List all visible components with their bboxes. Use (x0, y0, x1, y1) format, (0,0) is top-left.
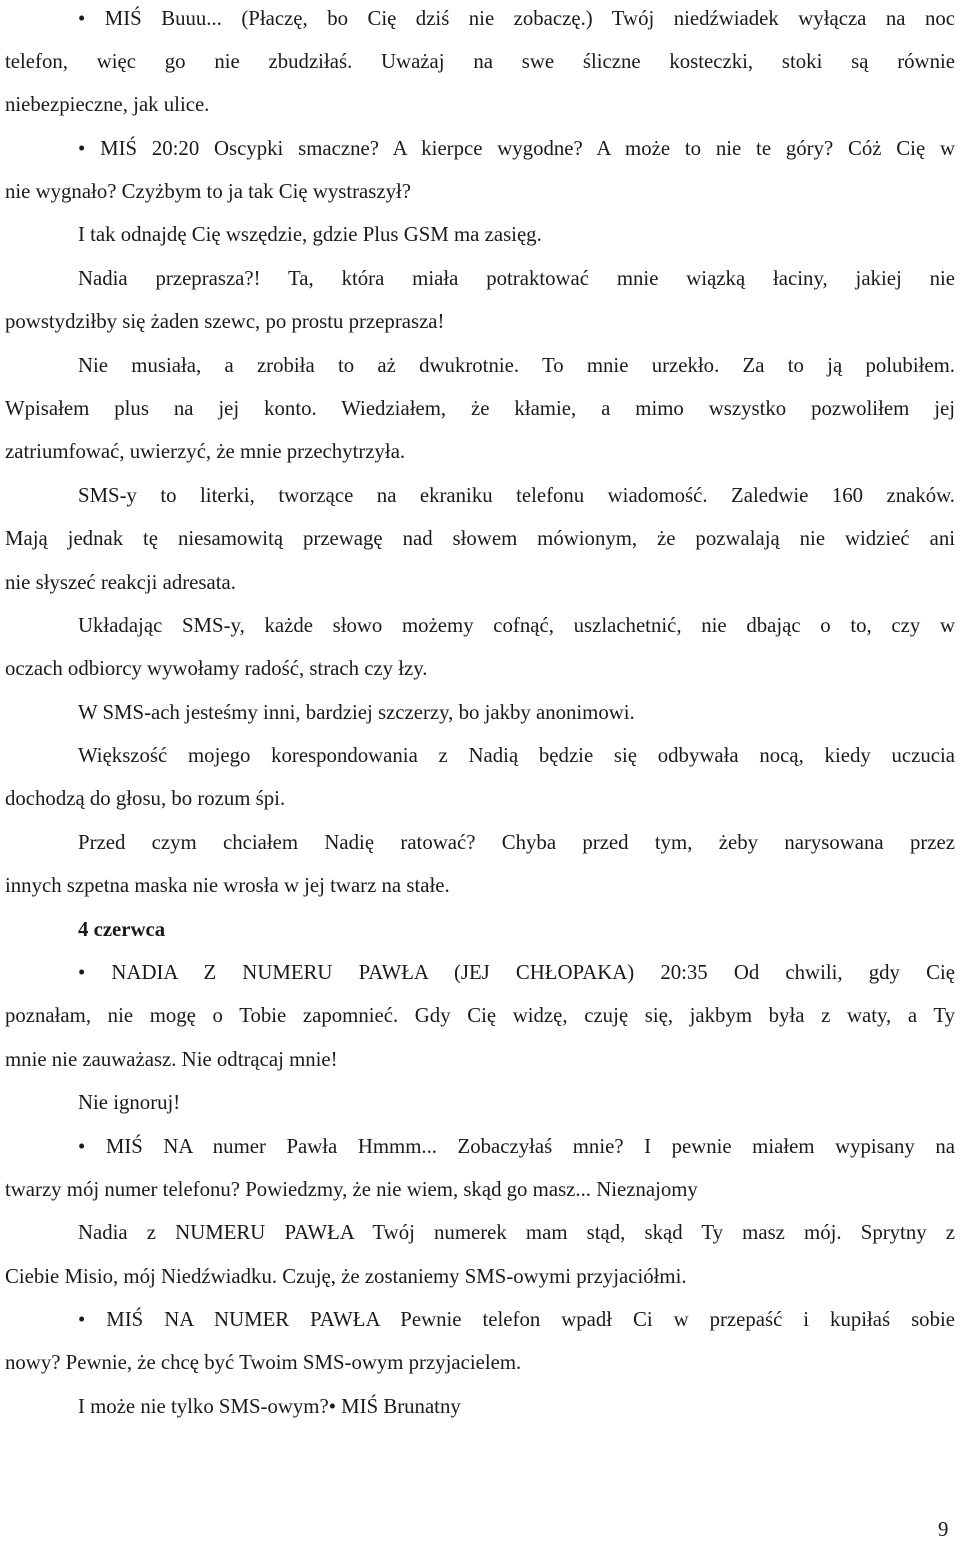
text-line: nie słyszeć reakcji adresata. (5, 571, 236, 594)
text-line: • MIŚ NA NUMER PAWŁA Pewnie telefon wpadł Ci w przepaść i kupiłaś sobie (78, 1308, 955, 1331)
text-line: niebezpieczne, jak ulice. (5, 93, 210, 116)
text-line: zatriumfować, uwierzyć, że mnie przechytrzyła. (5, 440, 406, 463)
text-line: Nadia z NUMERU PAWŁA Twój numerek mam stąd, skąd Ty masz mój. Sprytny z (78, 1221, 955, 1244)
text-line: W SMS-ach jesteśmy inni, bardziej szczerzy, bo jakby anonimowi. (78, 701, 635, 724)
text-line: Układając SMS-y, każde słowo możemy cofnąć, uszlachetnić, nie dbając o to, czy w (78, 614, 955, 637)
text-line: twarzy mój numer telefonu? Powiedzmy, że nie wiem, skąd go masz... Nieznajomy (5, 1178, 698, 1201)
text-line: Przed czym chciałem Nadię ratować? Chyba przed tym, żeby narysowana przez (78, 831, 955, 854)
text-line: I może nie tylko SMS-owym?• MIŚ Brunatny (78, 1395, 461, 1418)
text-line: mnie nie zauważasz. Nie odtrącaj mnie! (5, 1048, 338, 1071)
text-line: powstydziłby się żaden szewc, po prostu przeprasza! (5, 310, 445, 333)
text-line: oczach odbiorcy wywołamy radość, strach czy łzy. (5, 657, 428, 680)
text-line: Większość mojego korespondowania z Nadią będzie się odbywała nocą, kiedy uczucia (78, 744, 955, 767)
text-line: • MIŚ 20:20 Oscypki smaczne? A kierpce wygodne? A może to nie te góry? Cóż Cię w (78, 137, 955, 160)
text-line: Nie ignoruj! (78, 1091, 181, 1114)
text-line: telefon, więc go nie zbudziłaś. Uważaj na swe śliczne kosteczki, stoki są równie (5, 50, 955, 73)
text-line: nowy? Pewnie, że chcę być Twoim SMS-owym przyjacielem. (5, 1351, 522, 1374)
text-line: Ciebie Misio, mój Niedźwiadku. Czuję, że zostaniemy SMS-owymi przyjaciółmi. (5, 1265, 687, 1288)
text-line: Nadia przeprasza?! Ta, która miała potraktować mnie wiązką łaciny, jakiej nie (78, 267, 955, 290)
text-line: Nie musiała, a zrobiła to aż dwukrotnie. To mnie urzekło. Za to ją polubiłem. (78, 354, 955, 377)
text-line: poznałam, nie mogę o Tobie zapomnieć. Gdy Cię widzę, czuję się, jakbym była z waty, a Ty (5, 1004, 955, 1027)
text-line: • MIŚ NA numer Pawła Hmmm... Zobaczyłaś mnie? I pewnie miałem wypisany na (78, 1135, 955, 1158)
text-line: SMS-y to literki, tworzące na ekraniku telefonu wiadomość. Zaledwie 160 znaków. (78, 484, 955, 507)
text-line: • MIŚ Buuu... (Płaczę, bo Cię dziś nie zobaczę.) Twój niedźwiadek wyłącza na noc (78, 7, 955, 30)
text-line: nie wygnało? Czyżbym to ja tak Cię wystraszył? (5, 180, 412, 203)
text-line: • NADIA Z NUMERU PAWŁA (JEJ CHŁOPAKA) 20:35 Od chwili, gdy Cię (78, 961, 955, 984)
page-number: 9 (938, 1518, 949, 1541)
text-line: Wpisałem plus na jej konto. Wiedziałem, że kłamie, a mimo wszystko pozwoliłem jej (5, 397, 955, 420)
date-heading: 4 czerwca (78, 918, 166, 941)
text-line: I tak odnajdę Cię wszędzie, gdzie Plus GSM ma zasięg. (78, 223, 542, 246)
text-line: innych szpetna maska nie wrosła w jej twarz na stałe. (5, 874, 450, 897)
text-line: dochodzą do głosu, bo rozum śpi. (5, 787, 286, 810)
text-line: Mają jednak tę niesamowitą przewagę nad słowem mówionym, że pozwalają nie widzieć ani (5, 527, 955, 550)
